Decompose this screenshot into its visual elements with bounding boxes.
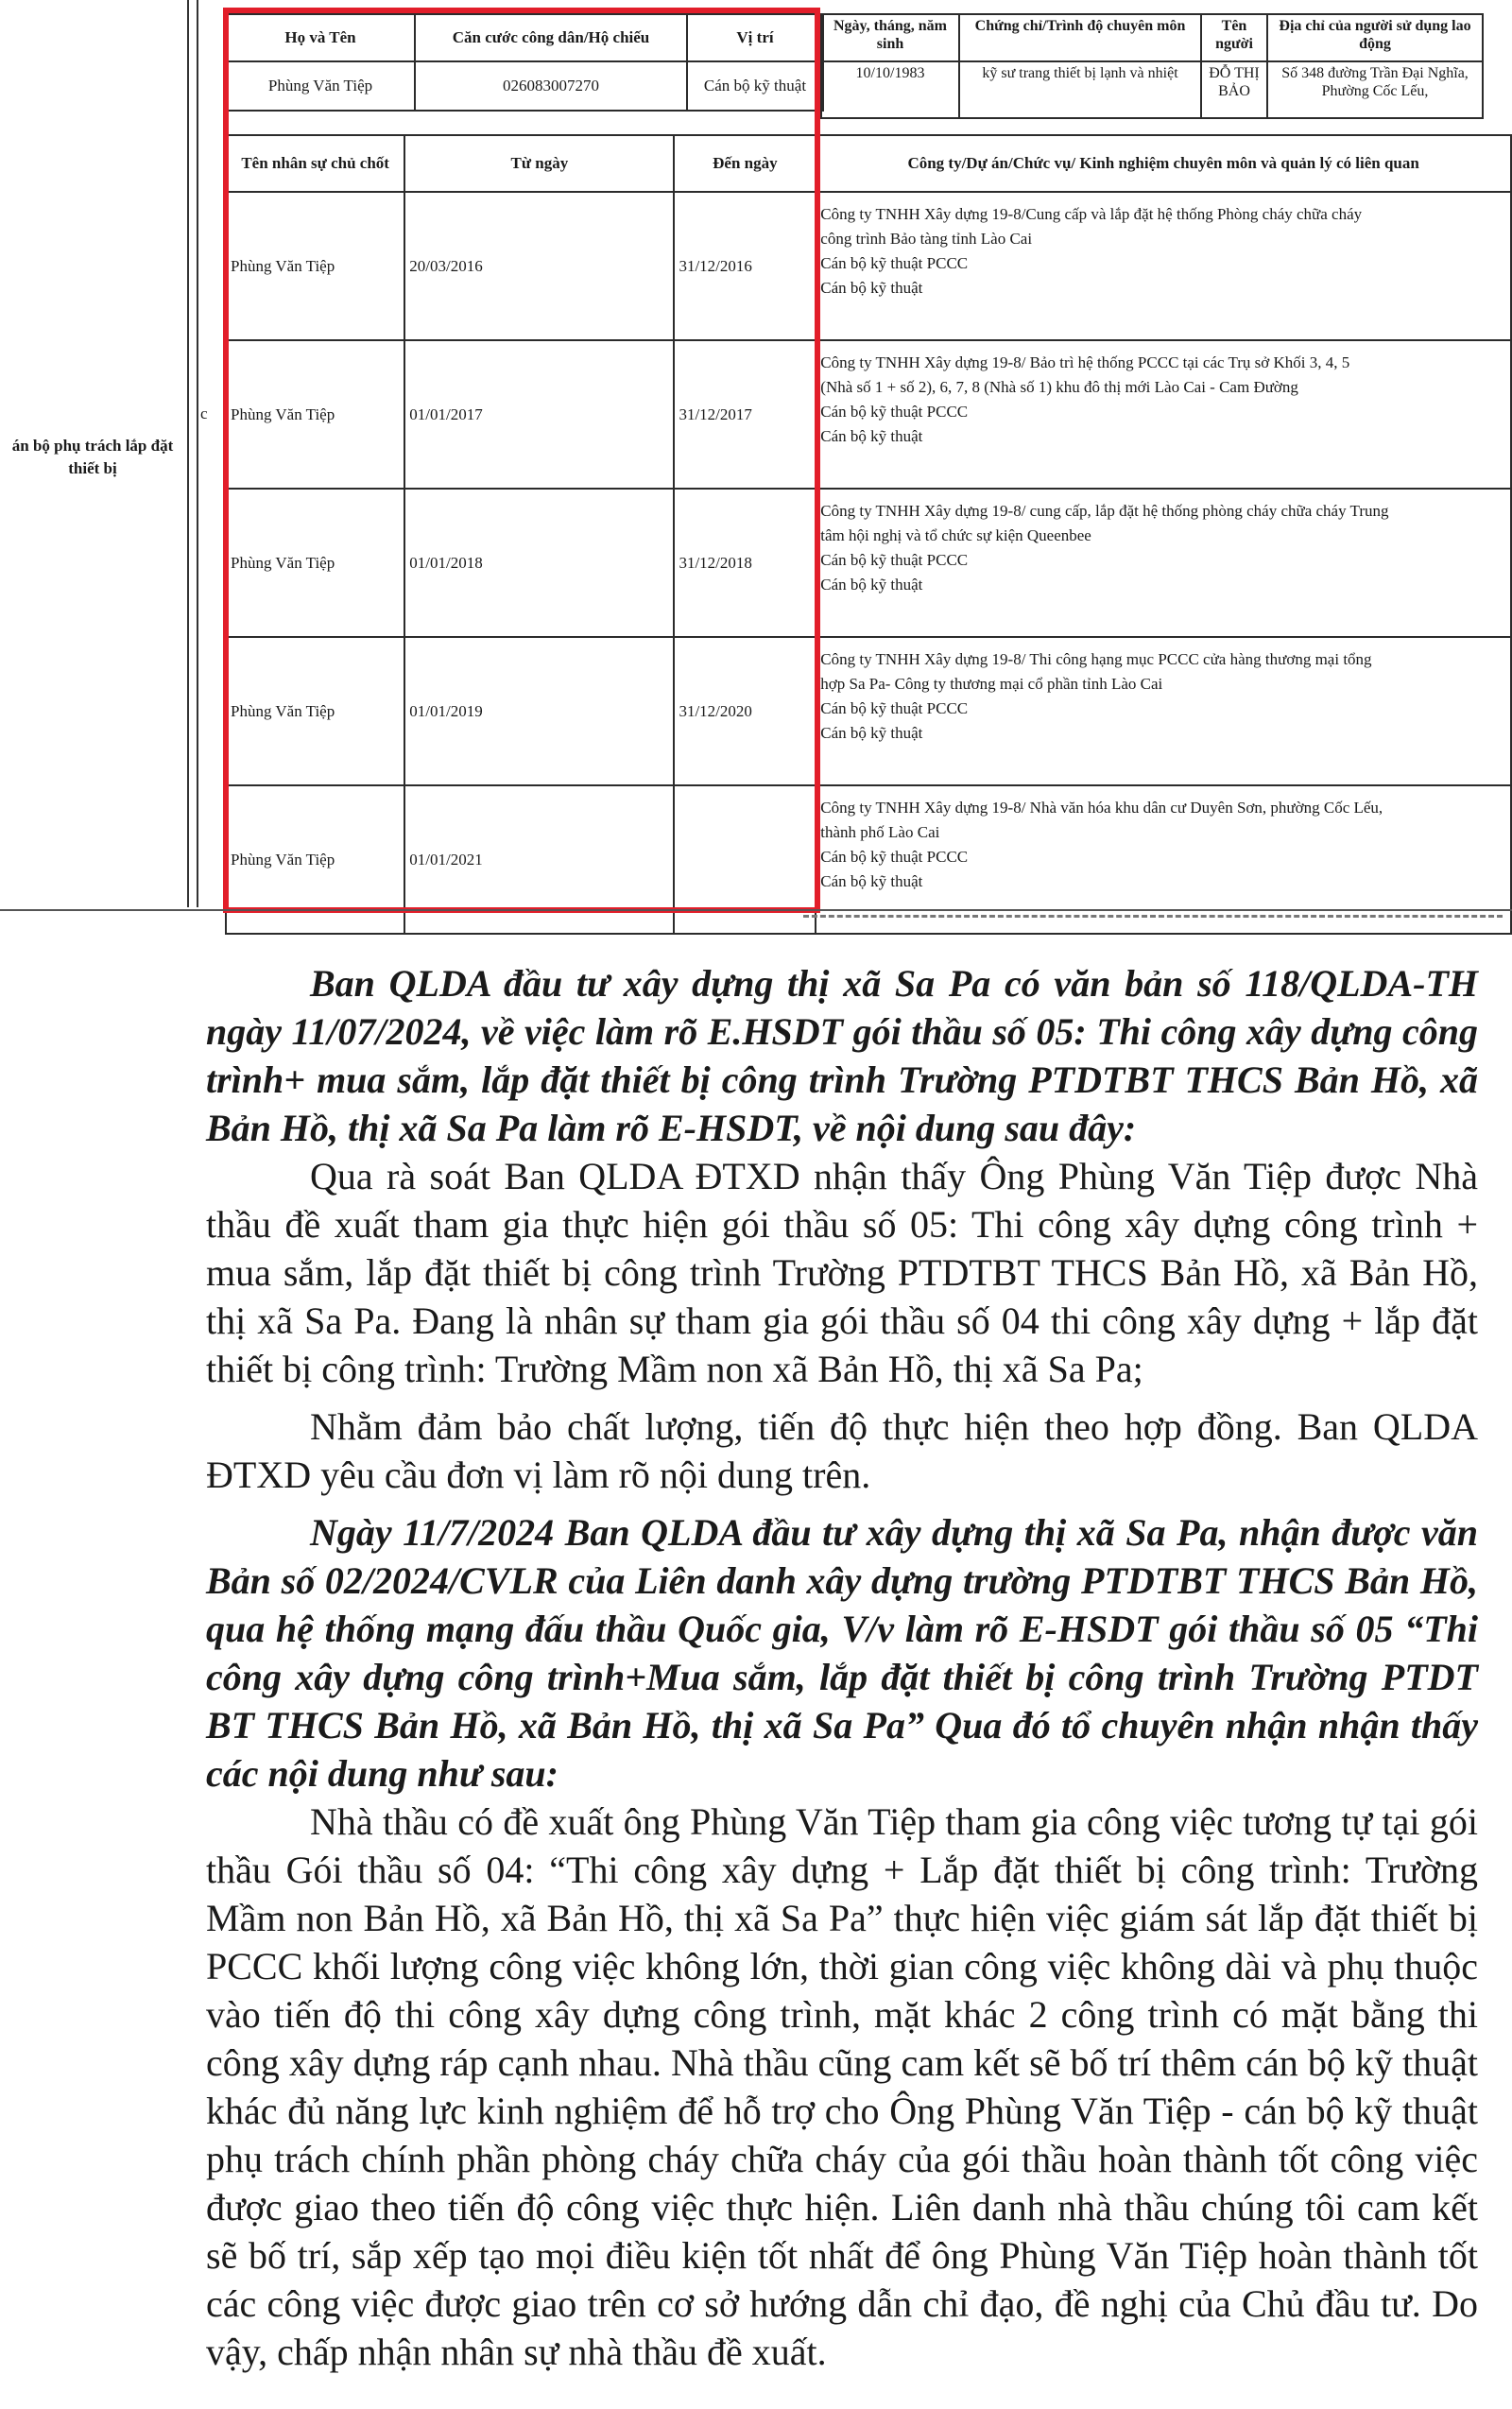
- header-certificate: Chứng chỉ/Trình độ chuyên môn: [959, 14, 1201, 61]
- cell-description: [816, 340, 1511, 489]
- cell-name: Phùng Văn Tiệp: [226, 785, 404, 934]
- desc-line: Cán bộ kỹ thuật: [820, 724, 923, 742]
- role-label: án bộ phụ trách lắp đặt thiết bị: [11, 437, 174, 477]
- row-marker: c: [200, 404, 208, 422]
- cell-full-name: Phùng Văn Tiệp: [226, 61, 415, 111]
- header-employer-address: Địa chỉ của người sử dụng lao động: [1267, 14, 1483, 61]
- header-id-number: Căn cước công dân/Hộ chiếu: [415, 14, 687, 61]
- cell-from: 01/01/2017: [404, 340, 674, 489]
- desc-line: Công ty TNHH Xây dựng 19-8/ Thi công hạng mục PCCC cửa hàng thương mại tổng: [820, 650, 1372, 668]
- header-to-date: Đến ngày: [674, 135, 816, 192]
- cell-from: 01/01/2021: [404, 785, 674, 934]
- desc-line: Cán bộ kỹ thuật: [820, 576, 923, 594]
- desc-line: Cán bộ kỹ thuật: [820, 279, 923, 297]
- scan-edge-cutoff: [803, 915, 1503, 921]
- desc-line: thành phố Lào Cai: [820, 823, 940, 841]
- cell-person-name: ĐỖ THỊ BẢO: [1201, 61, 1267, 118]
- desc-line: Công ty TNHH Xây dựng 19-8/ Nhà văn hóa khu dân cư Duyên Sơn, phường Cốc Lếu,: [820, 799, 1383, 817]
- desc-line: Cán bộ kỹ thuật PCCC: [820, 403, 969, 421]
- cell-employer-address: Số 348 đường Trần Đại Nghĩa, Phường Cốc Lếu,: [1267, 61, 1483, 118]
- cell-name: Phùng Văn Tiệp: [226, 192, 404, 340]
- header-experience: Công ty/Dự án/Chức vụ/ Kinh nghiệm chuyên môn và quản lý có liên quan: [816, 135, 1511, 192]
- personnel-extra-table: [820, 13, 1484, 119]
- header-position: Vị trí: [687, 14, 823, 61]
- cell-to: 31/12/2017: [674, 340, 816, 489]
- cell-to: 31/12/2020: [674, 637, 816, 785]
- header-full-name: Họ và Tên: [226, 14, 415, 61]
- cell-from: 01/01/2019: [404, 637, 674, 785]
- paragraph-requirement: Nhằm đảm bảo chất lượng, tiến độ thực hiện theo hợp đồng. Ban QLDA ĐTXD yêu cầu đơn vị làm rõ nội dung trên.: [206, 1405, 1478, 1496]
- desc-line: tâm hội nghị và tổ chức sự kiện Queenbee: [820, 526, 1091, 544]
- cell-certificate: kỹ sư trang thiết bị lạnh và nhiệt: [959, 61, 1201, 118]
- cell-to: 31/12/2018: [674, 489, 816, 637]
- cell-name: Phùng Văn Tiệp: [226, 340, 404, 489]
- paragraph-request: Ban QLDA đầu tư xây dựng thị xã Sa Pa có văn bản số 118/QLDA-TH ngày 11/07/2024, về việc làm rõ E.HSDT gói thầu số 05: Thi công xây dựng công trình+ mua sắm, lắp đặt thiết bị công trình Trường PTDTBT THCS Bản Hồ, xã Bản Hồ, thị xã Sa Pa làm rõ E-HSDT, về nội dung sau đây:: [206, 962, 1478, 1149]
- cell-from: 01/01/2018: [404, 489, 674, 637]
- header-key-personnel: Tên nhân sự chủ chốt: [226, 135, 404, 192]
- desc-line: Công ty TNHH Xây dựng 19-8/Cung cấp và lắp đặt hệ thống Phòng cháy chữa cháy: [820, 205, 1363, 223]
- paragraph-response-received: Ngày 11/7/2024 Ban QLDA đầu tư xây dựng thị xã Sa Pa, nhận được văn Bản số 02/2024/CVLR của Liên danh xây dựng trường PTDTBT THCS Bản Hồ, qua hệ thống mạng đấu thầu Quốc gia, V/v làm rõ E-HSDT gói thầu số 05 “Thi công xây dựng công trình+Mua sắm, lắp đặt thiết bị công trình Trường PTDT BT THCS Bản Hồ, xã Bản Hồ, thị xã Sa Pa” Qua đó tổ chuyên nhận nhận thấy các nội dung như sau:: [206, 1511, 1478, 1795]
- header-person-name: Tên người: [1201, 14, 1267, 61]
- header-birth-date: Ngày, tháng, năm sinh: [821, 14, 959, 61]
- desc-line: Cán bộ kỹ thuật PCCC: [820, 551, 969, 569]
- paragraph-conclusion: Nhà thầu có đề xuất ông Phùng Văn Tiệp tham gia công việc tương tự tại gói thầu Gói thầu số 04: “Thi công xây dựng + Lắp đặt thiết bị công trình: Trường Mầm non Bản Hồ, xã Bản Hồ, thị xã Sa Pa” thực hiện việc giám sát lắp đặt thiết bị PCCC khối lượng công việc không lớn, thời gian công việc không dài và phụ thuộc vào tiến độ thi công xây dựng công trình, mặt khác 2 công trình có mặt bằng thi công xây dựng ráp cạnh nhau. Nhà thầu cũng cam kết sẽ bố trí thêm cán bộ kỹ thuật khác đủ năng lực kinh nghiệm để hỗ trợ cho Ông Phùng Văn Tiệp - cán bộ kỹ thuật phụ trách chính phần phòng cháy chữa cháy của gói thầu hoàn thành tốt công việc được giao theo tiến độ công việc thực hiện. Liên danh nhà thầu chúng tôi cam kết sẽ bố trí, sắp xếp tạo mọi điều kiện tốt nhất để ông Phùng Văn Tiệp hoàn thành tốt các công việc được giao trên cơ sở hướng dẫn chỉ đạo, đề nghị của Chủ đầu tư. Do vậy, chấp nhận nhân sự nhà thầu đề xuất.: [206, 1800, 1478, 2373]
- cell-birth-date: 10/10/1983: [821, 61, 959, 118]
- cell-description: [816, 489, 1511, 637]
- desc-line: (Nhà số 1 + số 2), 6, 7, 8 (Nhà số 1) khu đô thị mới Lào Cai - Cam Đường: [820, 378, 1298, 396]
- highlight-box: [223, 8, 820, 913]
- cell-description: [816, 192, 1511, 340]
- desc-line: hợp Sa Pa- Công ty thương mại cổ phần tỉnh Lào Cai: [820, 675, 1163, 693]
- header-from-date: Từ ngày: [404, 135, 674, 192]
- desc-line: Cán bộ kỹ thuật PCCC: [820, 699, 969, 717]
- cell-from: 20/03/2016: [404, 192, 674, 340]
- desc-line: công trình Bảo tàng tỉnh Lào Cai: [820, 230, 1033, 248]
- desc-line: Cán bộ kỹ thuật PCCC: [820, 254, 969, 272]
- desc-line: Công ty TNHH Xây dựng 19-8/ Bảo trì hệ thống PCCC tại các Trụ sở Khối 3, 4, 5: [820, 353, 1350, 371]
- cell-description: [816, 637, 1511, 785]
- cell-name: Phùng Văn Tiệp: [226, 637, 404, 785]
- desc-line: Cán bộ kỹ thuật: [820, 427, 923, 445]
- scanned-table-image: [0, 0, 1512, 926]
- document-body: [206, 959, 1478, 2376]
- paragraph-review: Qua rà soát Ban QLDA ĐTXD nhận thấy Ông Phùng Văn Tiệp được Nhà thầu đề xuất tham gia thực hiện gói thầu số 05: Thi công xây dựng công trình + mua sắm, lắp đặt thiết bị công trình Trường PTDTBT THCS Bản Hồ, xã Bản Hồ, thị xã Sa Pa. Đang là nhân sự tham gia gói thầu số 04 thi công xây dựng + lắp đặt thiết bị công trình: Trường Mầm non xã Bản Hồ, thị xã Sa Pa;: [206, 1155, 1478, 1390]
- desc-line: Công ty TNHH Xây dựng 19-8/ cung cấp, lắp đặt hệ thống phòng cháy chữa cháy Trung: [820, 502, 1389, 520]
- cell-position: Cán bộ kỹ thuật: [687, 61, 823, 111]
- desc-line: Cán bộ kỹ thuật PCCC: [820, 848, 969, 866]
- cell-id-number: 026083007270: [415, 61, 687, 111]
- cell-name: Phùng Văn Tiệp: [226, 489, 404, 637]
- cell-to: 31/12/2016: [674, 192, 816, 340]
- desc-line: Cán bộ kỹ thuật: [820, 872, 923, 890]
